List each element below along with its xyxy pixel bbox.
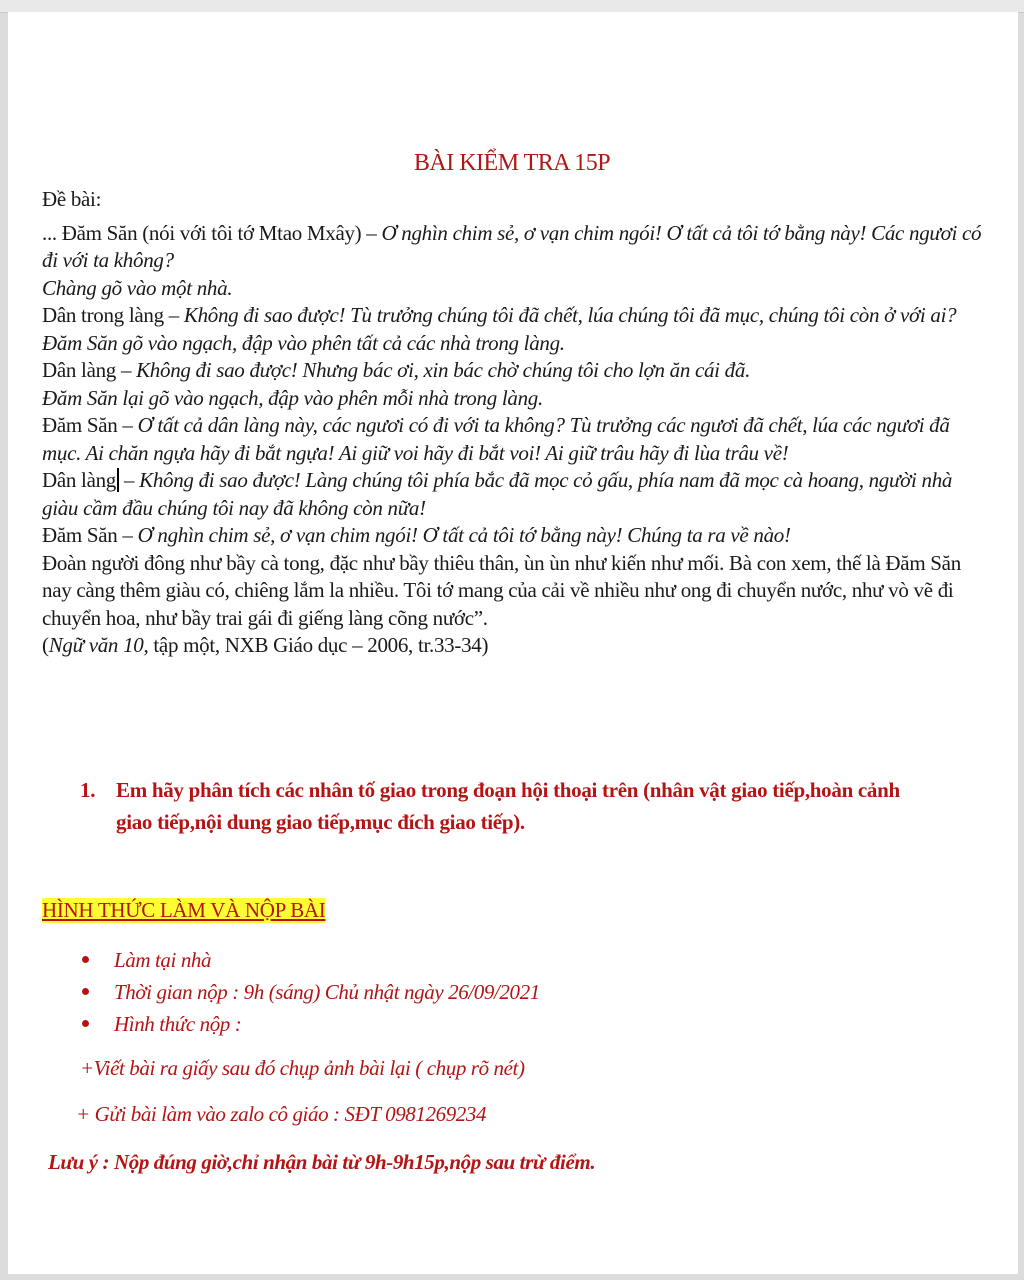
passage-paragraph — [42, 385, 992, 413]
passage-segment: ... Đăm Săn (nói với tôi tớ Mtao Mxây) – — [42, 220, 382, 245]
passage-segment: Đăm Săn – — [42, 413, 138, 437]
sub-item-photo: +Viết bài ra giấy sau đó chụp ảnh bài lại ( chụp rõ nét) — [80, 1056, 525, 1080]
question-text: Em hãy phân tích các nhân tố giao trong đoạn hội thoại trên (nhân vật giao tiếp,hoàn cảnh giao tiếp,nội dung giao tiếp,mục đích giao tiếp). — [116, 778, 900, 834]
passage-segment: Đăm Săn – — [42, 523, 138, 547]
submission-bullets — [78, 944, 778, 1040]
passage-italic-segment: Ngữ văn 10 — [48, 633, 144, 657]
passage-segment: ( — [42, 633, 49, 657]
note-text: Lưu ý : Nộp đúng giờ,chỉ nhận bài từ 9h-9h15p,nộp sau trừ điểm. — [48, 1150, 596, 1174]
passage-paragraph — [42, 330, 992, 358]
bullet-item — [78, 944, 778, 976]
bullet-text: Hình thức nộp : — [114, 1012, 242, 1036]
passage-body — [42, 186, 992, 660]
bullet-dot-icon — [82, 956, 89, 963]
passage-segment: Dân trong làng – — [42, 303, 184, 327]
submission-heading: HÌNH THỨC LÀM VÀ NỘP BÀI — [42, 898, 326, 922]
passage-italic-segment: Đăm Săn gõ vào ngạch, đập vào phên tất cả các nhà trong làng. — [42, 330, 565, 355]
passage-paragraph — [42, 302, 992, 330]
passage-paragraph — [42, 632, 992, 660]
passage-segment: , tập một, NXB Giáo dục – 2006, tr.33-34) — [143, 633, 489, 657]
bullet-item — [78, 1008, 778, 1040]
prompt-label: Đề bài: — [42, 187, 102, 211]
passage-italic-segment: Chàng gõ vào một nhà. — [42, 275, 233, 300]
passage-segment: Dân làng – — [42, 358, 137, 382]
passage-paragraph — [42, 550, 992, 633]
passage-paragraphs — [42, 220, 992, 660]
question-number: 1. — [80, 778, 96, 802]
passage-italic-segment: Không đi sao được! Nhưng bác ơi, xin bác chờ chúng tôi cho lợn ăn cái đã. — [136, 358, 751, 382]
passage-segment: Dân làng — [42, 468, 116, 492]
passage-paragraph — [42, 220, 992, 275]
passage-paragraph — [42, 357, 992, 385]
passage-italic-segment: Không đi sao được! Làng chúng tôi phía bắc đã mọc cỏ gấu, phía nam đã mọc cà hoang, người nhà giàu cầm đầu chúng tôi nay đã không còn nữa! — [42, 468, 953, 520]
passage-italic-segment: Đăm Săn lại gõ vào ngạch, đập vào phên mỗi nhà trong làng. — [42, 385, 543, 410]
passage-paragraph — [42, 522, 992, 550]
passage-italic-segment: Ơ nghìn chim sẻ, ơ vạn chim ngói! Ơ tất cả tôi tớ bằng này! Chúng ta ra về nào! — [137, 523, 791, 547]
passage-segment: – — [119, 468, 140, 492]
passage-paragraph — [42, 275, 992, 303]
question-1 — [80, 774, 930, 838]
passage-italic-segment: Ơ nghìn chim sẻ, ơ vạn chim ngói! Ơ tất cả tôi tớ bằng này! Các ngươi có đi với ta không? — [42, 220, 982, 272]
bullet-text: Thời gian nộp : 9h (sáng) Chủ nhật ngày 26/09/2021 — [114, 980, 540, 1004]
bullet-dot-icon — [82, 1020, 89, 1027]
passage-paragraph — [42, 467, 992, 522]
passage-italic-segment: Không đi sao được! Tù trưởng chúng tôi đã chết, lúa chúng tôi đã mục, chúng tôi còn ở với ai? — [183, 303, 957, 327]
passage-italic-segment: Ơ tất cả dân làng này, các ngươi có đi với ta không? Tù trưởng các ngươi đã chết, lúa các ngươi đã mục. Ai chăn ngựa hãy đi bắt ngựa! Ai giữ voi hãy đi bắt voi! Ai giữ trâu hãy đi lùa trâu về! — [42, 413, 950, 465]
bullet-text: Làm tại nhà — [114, 948, 212, 972]
passage-paragraph — [42, 412, 992, 467]
document-title: BÀI KIỂM TRA 15P — [413, 150, 611, 176]
bullet-dot-icon — [82, 988, 89, 995]
bullet-item — [78, 976, 778, 1008]
passage-segment: Đoàn người đông như bầy cà tong, đặc như bầy thiêu thân, ùn ùn như kiến như mối. Bà con xem, thế là Đăm Săn nay càng thêm giàu có, chiêng lắm la nhiều. Tôi tớ mang của cải về nhiều như ong đi chuyển nước, như vò vẽ đi chuyển hoa, như bầy trai gái đi giếng làng cõng nước”. — [42, 550, 961, 630]
sub-item-zalo: + Gửi bài làm vào zalo cô giáo : SĐT 0981269234 — [76, 1102, 487, 1126]
